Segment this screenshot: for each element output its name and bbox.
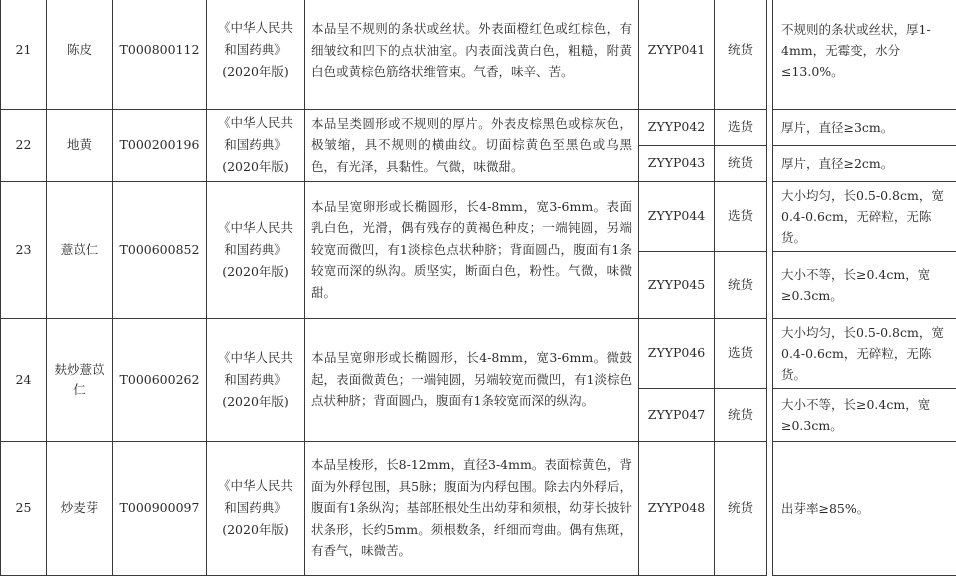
herb-name: 炒麦芽 xyxy=(47,441,113,575)
table-row xyxy=(1,441,956,575)
row-number: 23 xyxy=(1,181,47,318)
spec-requirement: 出芽率≥85%。 xyxy=(773,441,956,575)
spec-id: ZYYP044 xyxy=(639,181,715,251)
spec-grade: 统货 xyxy=(715,251,767,318)
spec-grade: 选货 xyxy=(715,318,767,388)
spec-requirement: 不规则的条状或丝状，厚1-4mm，无霉变，水分≤13.0%。 xyxy=(773,0,956,109)
standard-reference: 《中华人民共和国药典》(2020年版) xyxy=(207,0,305,109)
standard-reference: 《中华人民共和国药典》(2020年版) xyxy=(207,441,305,575)
herb-code: T000600262 xyxy=(113,318,207,441)
row-number: 21 xyxy=(1,0,47,109)
herb-name: 麸炒薏苡仁 xyxy=(47,318,113,441)
spec-grade: 统货 xyxy=(715,441,767,575)
standard-reference: 《中华人民共和国药典》(2020年版) xyxy=(207,181,305,318)
spec-id: ZYYP041 xyxy=(639,0,715,109)
herb-name: 陈皮 xyxy=(47,0,113,109)
spec-id: ZYYP046 xyxy=(639,318,715,388)
table-row xyxy=(1,0,956,109)
spec-id: ZYYP047 xyxy=(639,388,715,441)
spec-requirement: 大小均匀，长0.5-0.8cm，宽0.4-0.6cm，无碎粒，无陈货。 xyxy=(773,318,956,388)
herb-description: 本品呈宽卵形或长椭圆形，长4-8mm，宽3-6mm。表面乳白色，光滑，偶有残存的黄褐色种皮；一端钝圆，另端较宽而微凹，有1淡棕色点状种脐；背面圆凸，腹面有1条较宽而深的纵沟。质坚实，断面白色，粉性。气微，味微甜。 xyxy=(305,181,639,318)
herb-description: 本品呈类圆形或不规则的厚片。外表皮棕黑色或棕灰色，极皱缩，具不规则的横曲纹。切面棕黄色至黑色或乌黑色，有光泽，具黏性。气微，味微甜。 xyxy=(305,109,639,181)
spec-requirement: 大小不等，长≥0.4cm，宽≥0.3cm。 xyxy=(773,251,956,318)
herb-description: 本品呈不规则的条状或丝状。外表面橙红色或红棕色，有细皱纹和凹下的点状油室。内表面浅黄白色，粗糙，附黄白色或黄棕色筋络状维管束。气香，味辛、苦。 xyxy=(305,0,639,109)
row-number: 25 xyxy=(1,441,47,575)
table-row xyxy=(1,318,956,388)
row-number: 22 xyxy=(1,109,47,181)
spec-id: ZYYP048 xyxy=(639,441,715,575)
spec-requirement: 厚片，直径≥2cm。 xyxy=(773,145,956,181)
table-row xyxy=(1,109,956,145)
herb-name: 地黄 xyxy=(47,109,113,181)
herb-description: 本品呈宽卵形或长椭圆形，长4-8mm，宽3-6mm。微鼓起，表面微黄色；一端钝圆，另端较宽而微凹，有1淡棕色点状种脐；背面圆凸，腹面有1条较宽而深的纵沟。 xyxy=(305,318,639,441)
herb-code: T000800112 xyxy=(113,0,207,109)
herb-code: T000600852 xyxy=(113,181,207,318)
spec-id: ZYYP042 xyxy=(639,109,715,145)
spec-grade: 统货 xyxy=(715,388,767,441)
spec-grade: 选货 xyxy=(715,109,767,145)
herb-code: T000200196 xyxy=(113,109,207,181)
herb-code: T000900097 xyxy=(113,441,207,575)
spec-requirement: 厚片，直径≥3cm。 xyxy=(773,109,956,145)
spec-grade: 统货 xyxy=(715,0,767,109)
herb-description: 本品呈梭形，长8-12mm，直径3-4mm。表面棕黄色，背面为外稃包围，具5脉；腹面为内稃包围。除去内外稃后，腹面有1条纵沟；基部胚根处生出幼芽和须根，幼芽长披针状条形，长约5mm。须根数条，纤细而弯曲。偶有焦斑，有香气，味微苦。 xyxy=(305,441,639,575)
spec-id: ZYYP043 xyxy=(639,145,715,181)
standard-reference: 《中华人民共和国药典》(2020年版) xyxy=(207,318,305,441)
spec-id: ZYYP045 xyxy=(639,251,715,318)
row-number: 24 xyxy=(1,318,47,441)
spec-requirement: 大小不等，长≥0.4cm，宽≥0.3cm。 xyxy=(773,388,956,441)
herb-name: 薏苡仁 xyxy=(47,181,113,318)
table-row xyxy=(1,181,956,251)
spec-requirement: 大小均匀，长0.5-0.8cm，宽0.4-0.6cm，无碎粒，无陈货。 xyxy=(773,181,956,251)
standard-reference: 《中华人民共和国药典》(2020年版) xyxy=(207,109,305,181)
spec-grade: 统货 xyxy=(715,145,767,181)
spec-grade: 选货 xyxy=(715,181,767,251)
